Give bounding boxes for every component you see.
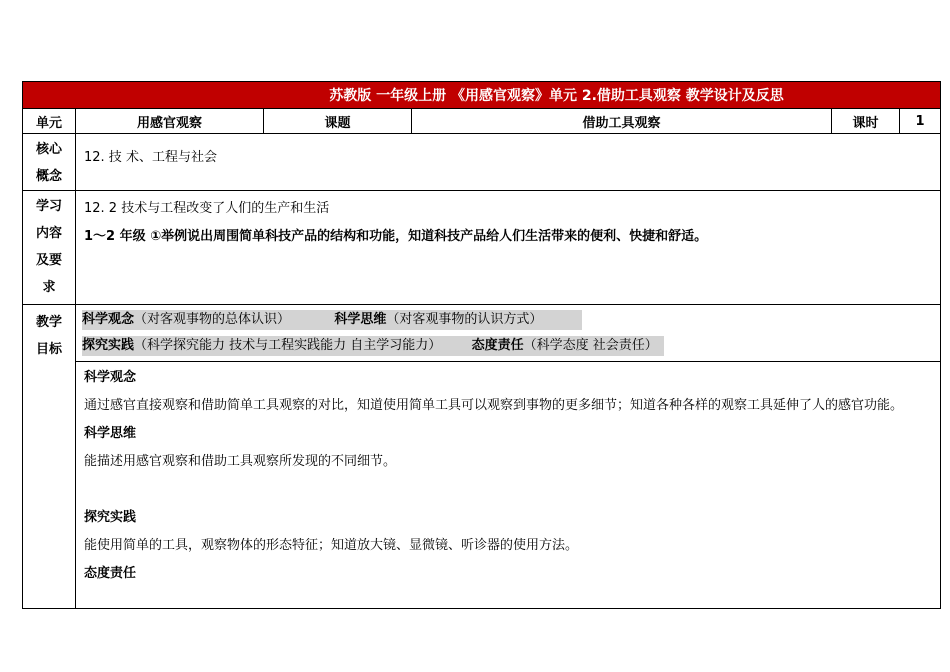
- topic-value: 借助工具观察: [412, 109, 832, 134]
- content-line-2: 1～2 年级 ①举例说出周围简单科技产品的结构和功能，知道科技产品给人们生活带来的便利、快捷和舒适。: [84, 229, 708, 244]
- goal-details: [76, 362, 941, 609]
- section-title-attitude: 态度责任: [84, 566, 137, 581]
- period-value: 1: [900, 109, 941, 134]
- section-text-thinking: 能描述用感官观察和借助工具观察所发现的不同细节。: [84, 454, 397, 469]
- content-value: [76, 191, 941, 305]
- section-text-practice: 能使用简单的工具，观察物体的形态特征；知道放大镜、显微镜、听诊器的使用方法。: [84, 538, 579, 553]
- document-title: 苏教版 一年级上册 《用感官观察》单元 2.借助工具观察 教学设计及反思: [23, 82, 941, 109]
- section-title-concept: 科学观念: [84, 370, 137, 385]
- section-text-concept: 通过感官直接观察和借助简单工具观察的对比，知道使用简单工具可以观察到事物的更多细节；知道各种各样的观察工具延伸了人的感官功能。: [84, 398, 904, 413]
- period-label: 课时: [832, 109, 900, 134]
- goal-tag-row-2: 探究实践（科学探究能力 技术与工程实践能力 自主学习能力） 态度责任（科学态度 社会责任）: [82, 336, 664, 356]
- section-title-thinking: 科学思维: [84, 426, 137, 441]
- content-label: 学习 内容 及要 求: [23, 191, 76, 305]
- lesson-plan-table: [22, 81, 941, 609]
- core-concept-label: 核心 概念: [23, 134, 76, 191]
- unit-label: 单元: [23, 109, 76, 134]
- unit-value: 用感官观察: [76, 109, 264, 134]
- goals-label: 教学 目标: [23, 305, 76, 609]
- goal-tag-row-1: 科学观念（对客观事物的总体认识） 科学思维（对客观事物的认识方式）: [82, 310, 582, 330]
- core-concept-value: 12. 技 术、工程与社会: [76, 134, 941, 191]
- content-line-1: 12. 2 技术与工程改变了人们的生产和生活: [84, 201, 330, 216]
- goal-tags: [76, 305, 941, 362]
- spacer: [84, 476, 932, 504]
- section-title-practice: 探究实践: [84, 510, 137, 525]
- topic-label: 课题: [264, 109, 412, 134]
